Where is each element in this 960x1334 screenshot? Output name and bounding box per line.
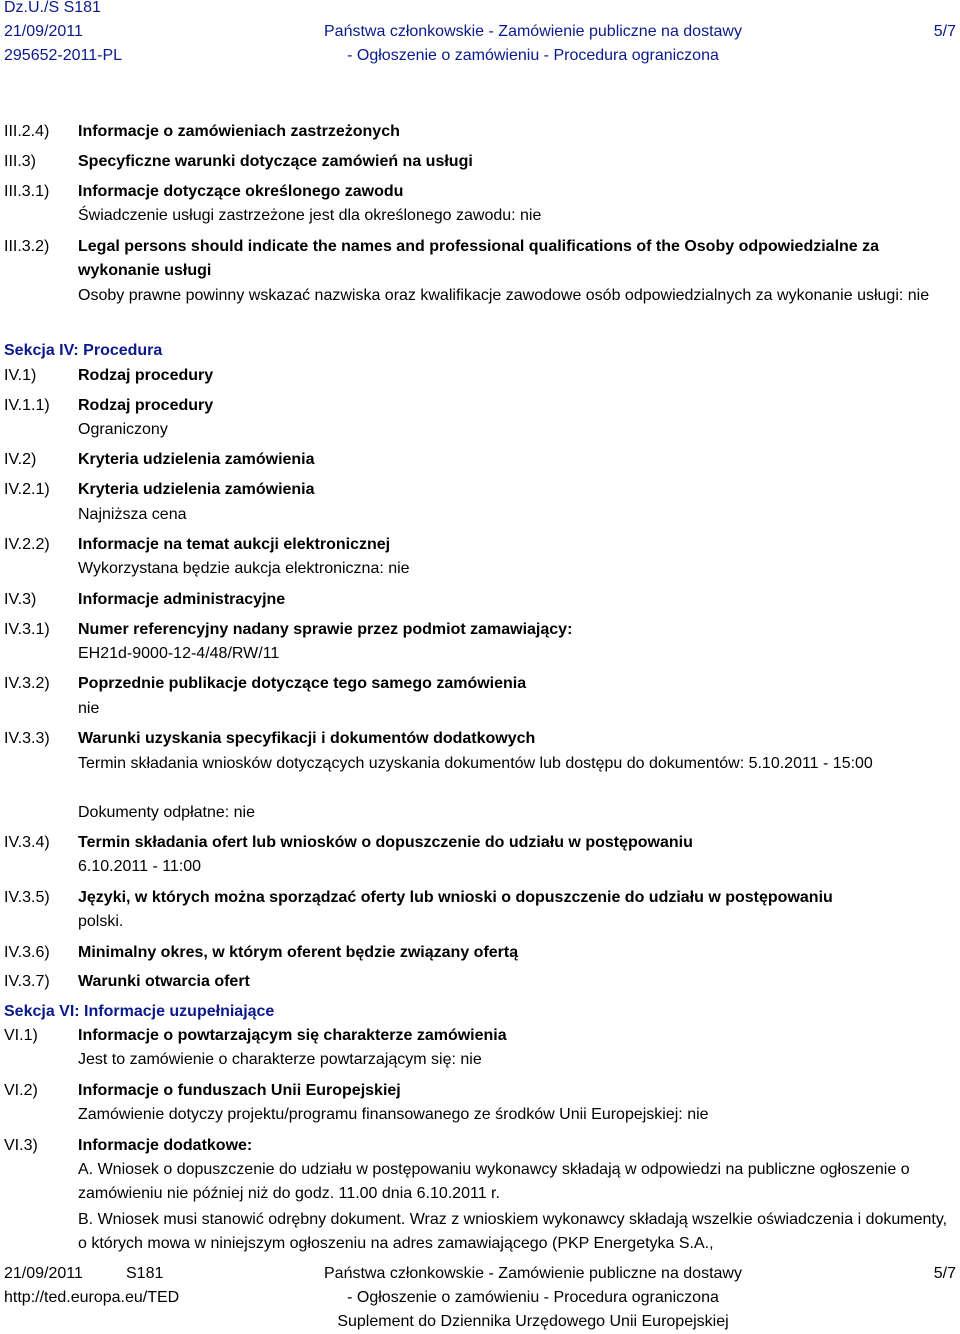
item-title: Rodzaj procedury bbox=[78, 397, 214, 414]
item-value: Zamówienie dotyczy projektu/programu finansowanego ze środków Unii Europejskiej: nie bbox=[78, 1106, 709, 1123]
item-number: III.2.4) bbox=[4, 123, 50, 140]
footer-issue: S181 bbox=[126, 1265, 164, 1282]
item-title: Informacje o zamówieniach zastrzeżonych bbox=[78, 123, 400, 140]
item-value: polski. bbox=[78, 913, 124, 930]
item-title: Informacje o funduszach Unii Europejskiej bbox=[78, 1082, 401, 1099]
item-number: IV.2.1) bbox=[4, 481, 50, 498]
footer-date: 21/09/2011 bbox=[4, 1265, 83, 1282]
footer-page: 5/7 bbox=[933, 1265, 956, 1282]
item-title: Informacje administracyjne bbox=[78, 591, 286, 608]
item-number: IV.2) bbox=[4, 451, 37, 468]
item-number: IV.3.6) bbox=[4, 944, 50, 961]
footer-title-line2: - Ogłoszenie o zamówieniu - Procedura ograniczona bbox=[347, 1289, 719, 1306]
item-value: EH21d-9000-12-4/48/RW/11 bbox=[78, 645, 280, 662]
item-number: IV.3.4) bbox=[4, 834, 50, 851]
item-title: Legal persons should indicate the names and professional qualifications of the Osoby odpowiedzialne za wykonanie usługi bbox=[78, 238, 880, 279]
item-title: Poprzednie publikacje dotyczące tego samego zamówienia bbox=[78, 675, 527, 692]
item-value: Ograniczony bbox=[78, 421, 168, 438]
item-number: IV.3.5) bbox=[4, 889, 50, 906]
item-number: IV.3.2) bbox=[4, 675, 50, 692]
item-value: Dokumenty odpłatne: nie bbox=[78, 804, 255, 821]
footer-url-link[interactable]: http://ted.europa.eu/TED bbox=[4, 1289, 180, 1306]
item-value: A. Wniosek o dopuszczenie do udziału w postępowaniu wykonawcy składają w odpowiedzi na publiczne ogłoszenie o zamówieniu nie później niż do godz. 11.00 dnia 6.10.2011 r. bbox=[78, 1161, 910, 1202]
item-value: Najniższa cena bbox=[78, 506, 187, 523]
footer-title-line1: Państwa członkowskie - Zamówienie publiczne na dostawy bbox=[324, 1265, 742, 1282]
item-title: Kryteria udzielenia zamówienia bbox=[78, 481, 315, 498]
item-number: III.3) bbox=[4, 153, 37, 170]
header-date: 21/09/2011 bbox=[4, 23, 83, 40]
item-number: IV.3.7) bbox=[4, 973, 50, 990]
header-ref: 295652-2011-PL bbox=[4, 47, 123, 64]
item-title: Informacje na temat aukcji elektronicznej bbox=[78, 536, 391, 553]
section-heading: Sekcja VI: Informacje uzupełniające bbox=[4, 1003, 275, 1020]
item-title: Minimalny okres, w którym oferent będzie związany ofertą bbox=[78, 944, 519, 961]
item-value: Jest to zamówienie o charakterze powtarzającym się: nie bbox=[78, 1051, 482, 1068]
item-number: IV.3) bbox=[4, 591, 37, 608]
item-value: Wykorzystana będzie aukcja elektroniczna: nie bbox=[78, 560, 410, 577]
item-number: III.3.1) bbox=[4, 183, 50, 200]
item-number: IV.2.2) bbox=[4, 536, 50, 553]
item-number: IV.3.1) bbox=[4, 621, 50, 638]
footer-title-line3: Suplement do Dziennika Urzędowego Unii Europejskiej bbox=[337, 1313, 729, 1330]
item-number: VI.3) bbox=[4, 1137, 38, 1154]
item-title: Warunki uzyskania specyfikacji i dokumentów dodatkowych bbox=[78, 730, 536, 747]
item-value: B. Wniosek musi stanowić odrębny dokument. Wraz z wnioskiem wykonawcy składają wszelkie oświadczenia i dokumenty, o których mowa w niniejszym ogłoszeniu na adres zamawiającego (PKP Energetyka S.A., bbox=[78, 1211, 948, 1252]
item-title: Informacje dotyczące określonego zawodu bbox=[78, 183, 404, 200]
item-value: Termin składania wniosków dotyczących uzyskania dokumentów lub dostępu do dokumentów: 5.10.2011 - 15:00 bbox=[78, 755, 873, 772]
item-title: Informacje dodatkowe: bbox=[78, 1137, 253, 1154]
header-title-line2: - Ogłoszenie o zamówieniu - Procedura ograniczona bbox=[347, 47, 719, 64]
item-value: nie bbox=[78, 700, 100, 717]
item-number: IV.1.1) bbox=[4, 397, 50, 414]
item-number: VI.2) bbox=[4, 1082, 38, 1099]
header-title-line1: Państwa członkowskie - Zamówienie publiczne na dostawy bbox=[324, 23, 742, 40]
item-title: Warunki otwarcia ofert bbox=[78, 973, 250, 990]
item-title: Języki, w których można sporządzać oferty lub wnioski o dopuszczenie do udziału w postępowaniu bbox=[78, 889, 833, 906]
item-value: Osoby prawne powinny wskazać nazwiska oraz kwalifikacje zawodowe osób odpowiedzialnych za wykonanie usługi: nie bbox=[78, 287, 930, 304]
item-number: IV.1) bbox=[4, 367, 37, 384]
item-number: III.3.2) bbox=[4, 238, 50, 255]
item-title: Specyficzne warunki dotyczące zamówień na usługi bbox=[78, 153, 473, 170]
header-journal: Dz.U./S S181 bbox=[4, 0, 101, 16]
item-title: Rodzaj procedury bbox=[78, 367, 214, 384]
header-page: 5/7 bbox=[933, 23, 956, 40]
item-title: Termin składania ofert lub wniosków o dopuszczenie do udziału w postępowaniu bbox=[78, 834, 693, 851]
section-heading: Sekcja IV: Procedura bbox=[4, 342, 163, 359]
item-value: Świadczenie usługi zastrzeżone jest dla określonego zawodu: nie bbox=[78, 207, 542, 224]
item-number: VI.1) bbox=[4, 1027, 38, 1044]
item-value: 6.10.2011 - 11:00 bbox=[78, 858, 202, 875]
item-title: Kryteria udzielenia zamówienia bbox=[78, 451, 315, 468]
item-title: Numer referencyjny nadany sprawie przez podmiot zamawiający: bbox=[78, 621, 573, 638]
item-title: Informacje o powtarzającym się charakterze zamówienia bbox=[78, 1027, 507, 1044]
item-number: IV.3.3) bbox=[4, 730, 50, 747]
